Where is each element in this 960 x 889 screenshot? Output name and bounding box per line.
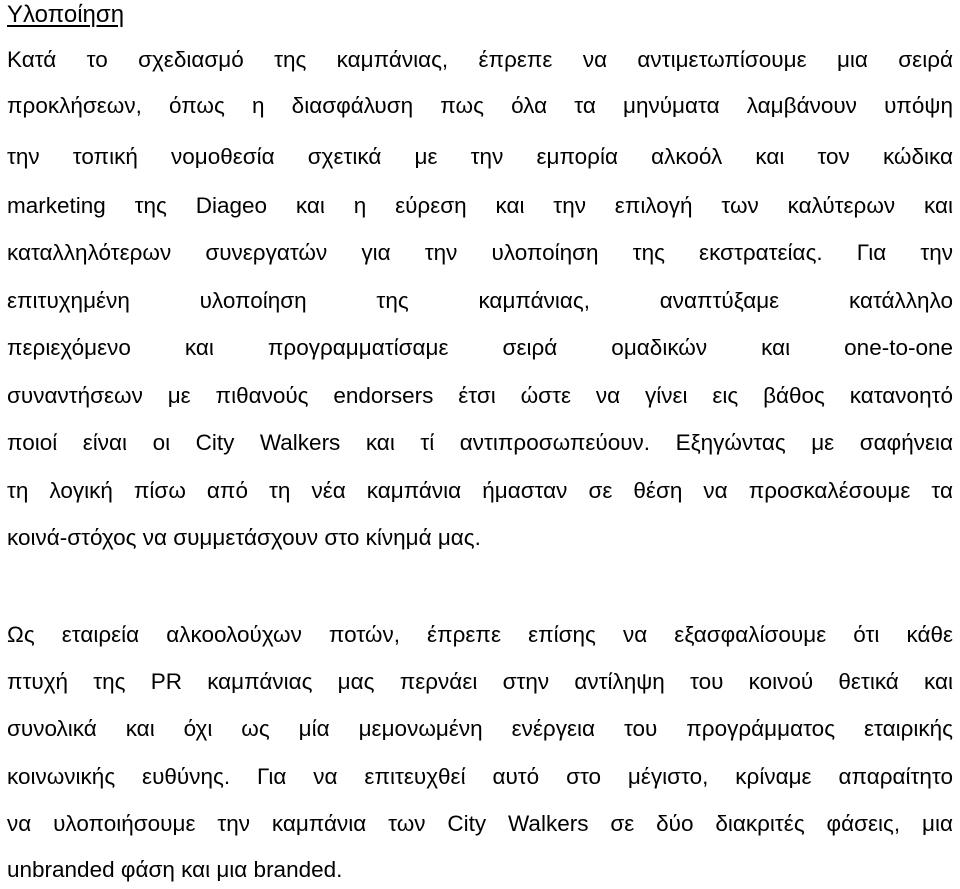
text-line: τη λογική πίσω από τη νέα καμπάνια ήμασταν σε θέση να προσκαλέσουμε τα [7, 478, 953, 503]
text-line: πτυχή της PR καμπάνιας μας περνάει στην αντίληψη του κοινού θετικά και [7, 669, 953, 694]
text-line: unbranded φάση και μια branded. [7, 857, 343, 882]
text-line: Κατά το σχεδιασμό της καμπάνιας, έπρεπε να αντιμετωπίσουμε μια σειρά [7, 47, 953, 72]
text-line: συνολικά και όχι ως μία μεμονωμένη ενέργεια του προγράμματος εταιρικής [7, 716, 953, 741]
text-line: κοινωνικής ευθύνης. Για να επιτευχθεί αυτό στο μέγιστο, κρίναμε απαραίτητο [7, 764, 953, 789]
text-line: την τοπική νομοθεσία σχετικά με την εμπορία αλκοόλ και τον κώδικα [7, 144, 953, 169]
text-line: Ως εταιρεία αλκοολούχων ποτών, έπρεπε επίσης να εξασφαλίσουμε ότι κάθε [7, 622, 953, 647]
text-line: να υλοποιήσουμε την καμπάνια των City Walkers σε δύο διακριτές φάσεις, μια [7, 811, 953, 836]
text-line: ποιοί είναι οι City Walkers και τί αντιπροσωπεύουν. Εξηγώντας με σαφήνεια [7, 430, 953, 455]
text-line: προκλήσεων, όπως η διασφάλυση πως όλα τα μηνύματα λαμβάνουν υπόψη [7, 93, 953, 118]
text-line: επιτυχημένη υλοποίηση της καμπάνιας, αναπτύξαμε κατάλληλο [7, 288, 953, 313]
text-line: marketing της Diageo και η εύρεση και την επιλογή των καλύτερων και [7, 193, 953, 218]
text-line: καταλληλότερων συνεργατών για την υλοποίηση της εκστρατείας. Για την [7, 240, 953, 265]
text-line: συναντήσεων με πιθανούς endorsers έτσι ώστε να γίνει εις βάθος κατανοητό [7, 383, 953, 408]
text-line: περιεχόμενο και προγραμματίσαμε σειρά ομαδικών και one-to-one [7, 335, 953, 360]
section-heading: Υλοποίηση [7, 1, 125, 28]
text-line: κοινά-στόχος να συμμετάσχουν στο κίνημά μας. [7, 525, 481, 550]
